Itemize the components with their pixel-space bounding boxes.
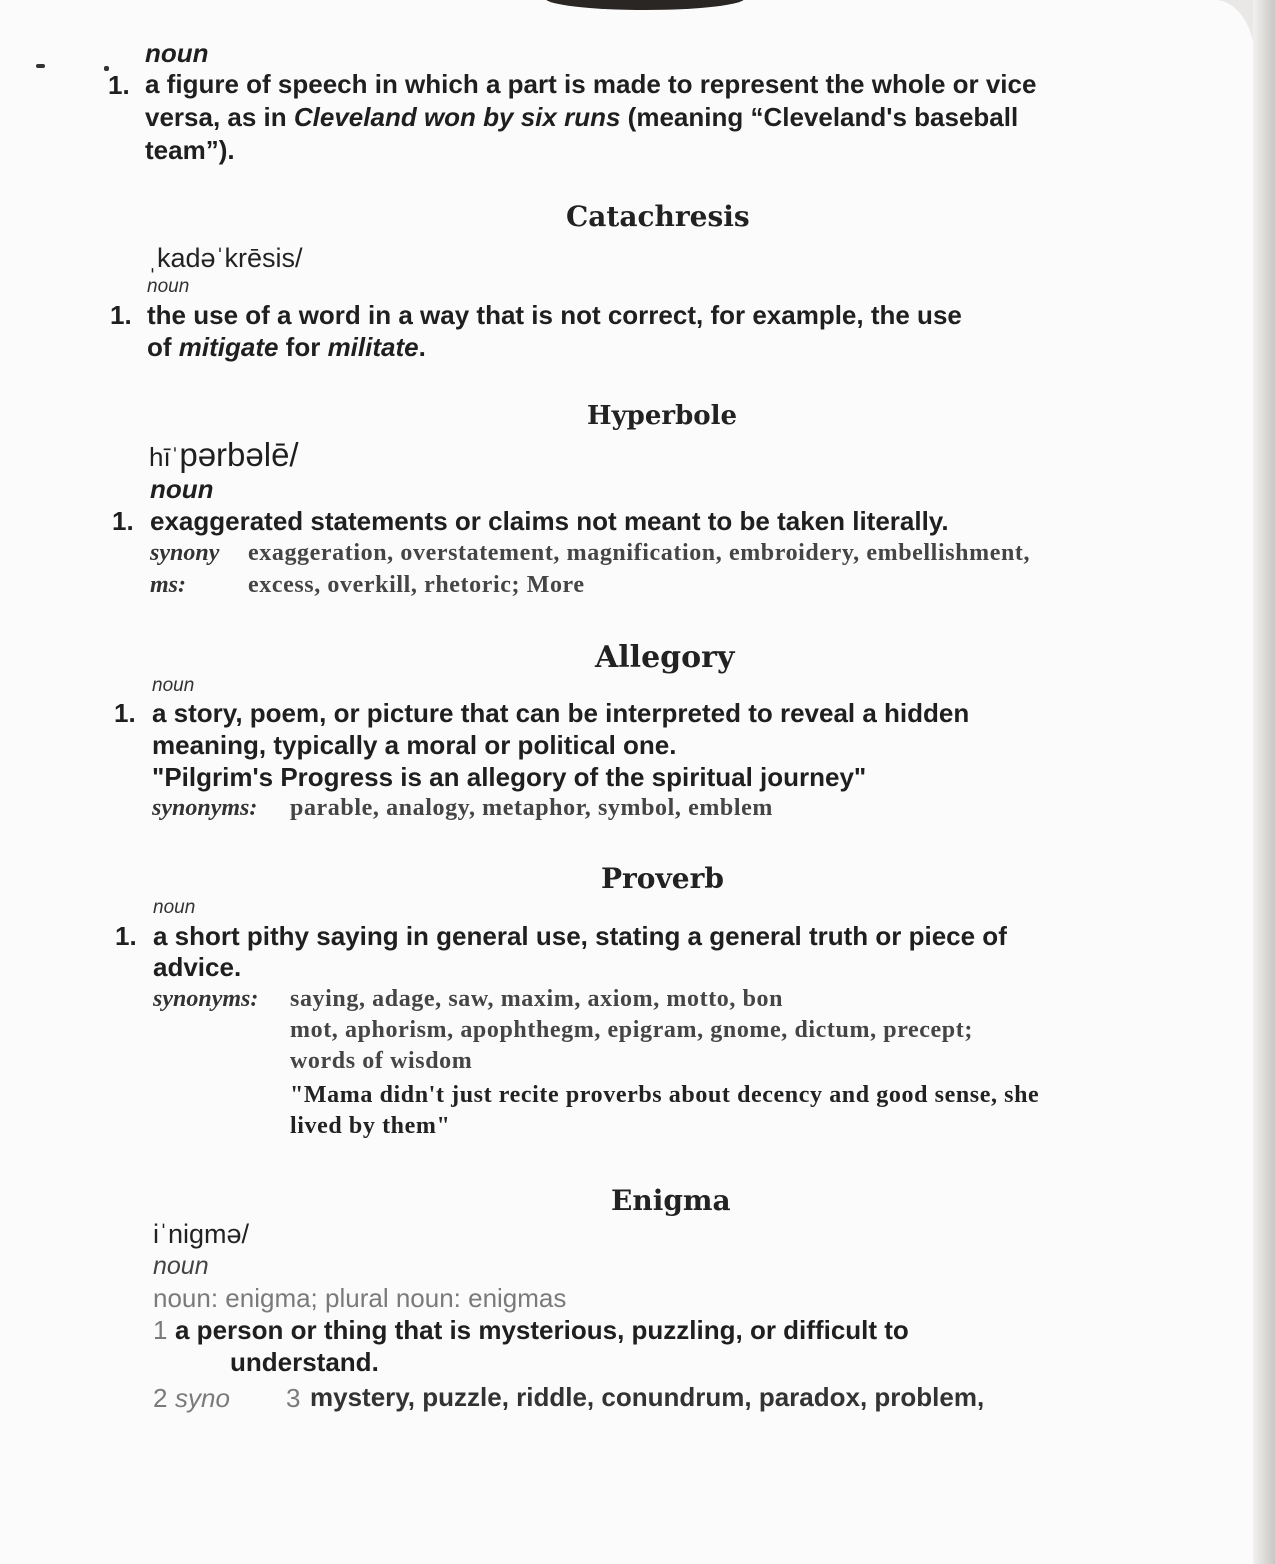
enigma-heading: Enigma <box>611 1184 731 1217</box>
enigma-number-2: 2 <box>153 1383 168 1413</box>
synecdoche-example: Cleveland won by six runs <box>293 102 621 132</box>
catachresis-number: 1. <box>110 300 132 330</box>
catachresis-pos: noun <box>147 276 190 297</box>
enigma-number-1: 1 <box>153 1315 168 1345</box>
proverb-synonyms-line-1: saying, adage, saw, maxim, axiom, motto, bon <box>290 986 784 1012</box>
allegory-heading: Allegory <box>595 640 735 675</box>
synecdoche-pos: noun <box>145 38 209 68</box>
enigma-number-3: 3 <box>286 1383 301 1413</box>
allegory-synonyms: parable, analogy, metaphor, symbol, emblem <box>290 795 773 821</box>
hyperbole-pronunciation: hīˈpərbəlē/ <box>149 436 299 473</box>
allegory-pos: noun <box>152 675 195 696</box>
allegory-def-line-2: meaning, typically a moral or political one. <box>152 730 677 760</box>
hyperbole-pos: noun <box>150 474 214 504</box>
enigma-def-line-2: understand. <box>230 1347 379 1377</box>
proverb-synonyms-label: synonyms: <box>153 986 259 1012</box>
hyperbole-synonyms-label-1: synony <box>150 540 220 566</box>
proverb-synonyms-line-2: mot, aphorism, apophthegm, epigram, gnome, dictum, precept; <box>290 1017 973 1043</box>
synecdoche-def-line-2: versa, as in Cleveland won by six runs (meaning “Cleveland's baseball <box>145 102 1019 132</box>
stray-mark <box>36 64 45 68</box>
hyperbole-synonyms-line-2: excess, overkill, rhetoric; More <box>248 572 585 598</box>
hyperbole-def-line-1: exaggerated statements or claims not meant to be taken literally. <box>150 506 949 536</box>
hyperbole-number: 1. <box>112 506 134 536</box>
catachresis-heading: Catachresis <box>566 200 750 233</box>
enigma-forms: noun: enigma; plural noun: enigmas <box>153 1283 567 1313</box>
hyperbole-synonyms-label-2: ms: <box>150 572 186 598</box>
proverb-example-line-1: "Mama didn't just recite proverbs about decency and good sense, she <box>290 1082 1040 1108</box>
hyperbole-synonyms-line-1: exaggeration, overstatement, magnification, embroidery, embellishment, <box>248 540 1031 566</box>
proverb-synonyms-line-3: words of wisdom <box>290 1048 473 1074</box>
proverb-number: 1. <box>115 921 137 951</box>
hyperbole-heading: Hyperbole <box>587 401 738 431</box>
enigma-synonyms-label: syno <box>175 1383 230 1413</box>
catachresis-pronunciation: ˌkadəˈkrēsis/ <box>148 243 303 273</box>
enigma-pronunciation: iˈnigmə/ <box>153 1219 250 1249</box>
proverb-def-line-1: a short pithy saying in general use, stating a general truth or piece of <box>153 921 1007 951</box>
catachresis-def-line-1: the use of a word in a way that is not correct, for example, the use <box>147 300 962 330</box>
page-edge-shadow <box>1253 0 1275 1564</box>
allegory-synonyms-label: synonyms: <box>152 795 258 821</box>
allegory-example: "Pilgrim's Progress is an allegory of the spiritual journey" <box>152 762 867 792</box>
enigma-pos: noun <box>153 1252 209 1280</box>
enigma-synonyms: mystery, puzzle, riddle, conundrum, paradox, problem, <box>310 1382 985 1412</box>
proverb-example-line-2: lived by them" <box>290 1113 451 1139</box>
synecdoche-def-line-3: team”). <box>145 135 235 165</box>
proverb-pos: noun <box>153 897 196 918</box>
photo-edge-mark <box>545 0 745 10</box>
allegory-number: 1. <box>114 698 136 728</box>
proverb-def-line-2: advice. <box>153 952 242 982</box>
catachresis-def-line-2: of mitigate for militate. <box>147 332 426 362</box>
proverb-heading: Proverb <box>601 862 724 895</box>
synecdoche-number: 1. <box>108 70 130 100</box>
enigma-def-line-1: a person or thing that is mysterious, puzzling, or difficult to <box>175 1315 909 1345</box>
synecdoche-def-line-1: a figure of speech in which a part is made to represent the whole or vice <box>145 69 1037 99</box>
allegory-def-line-1: a story, poem, or picture that can be interpreted to reveal a hidden <box>152 698 970 728</box>
